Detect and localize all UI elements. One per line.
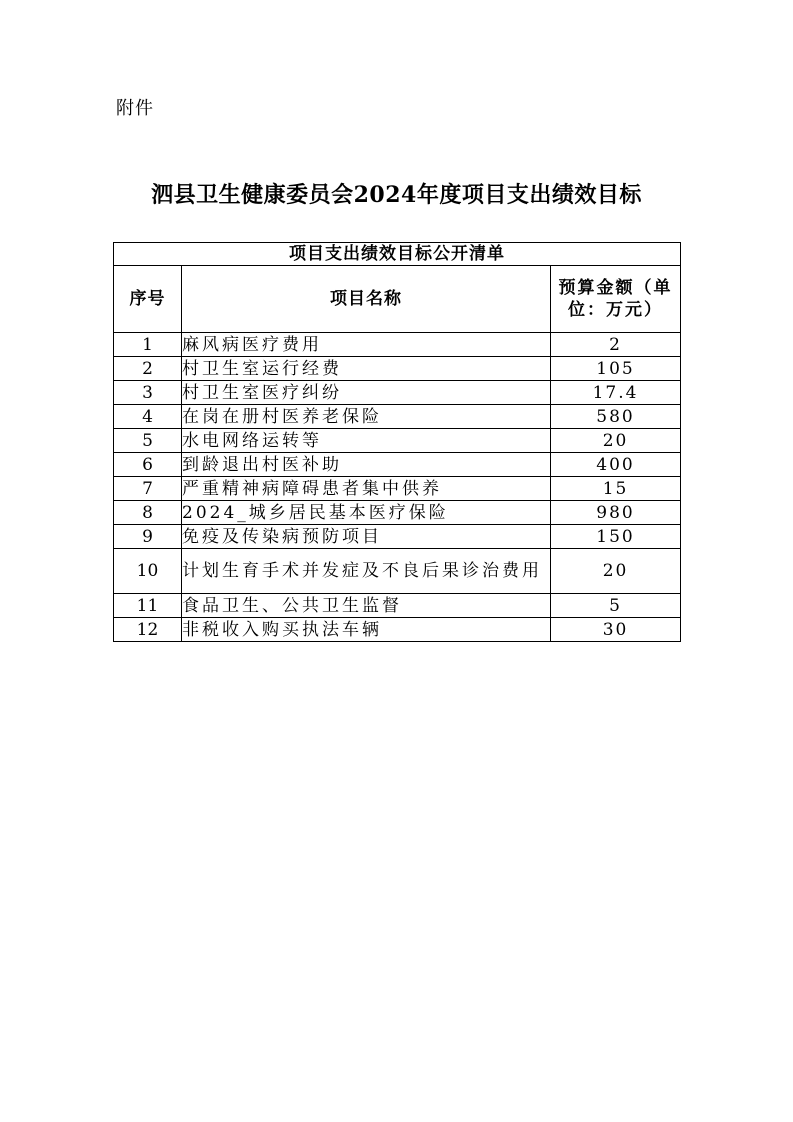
table-row (114, 594, 681, 618)
row-seq: 6 (114, 453, 182, 477)
table-row (114, 477, 681, 501)
table-row (114, 453, 681, 477)
table-header-row (114, 266, 681, 333)
row-seq: 5 (114, 429, 182, 453)
budget-table (113, 242, 681, 642)
row-project-name: 免疫及传染病预防项目 (182, 525, 551, 549)
row-project-name: 到龄退出村医补助 (182, 453, 551, 477)
row-amount: 5 (551, 594, 681, 618)
row-seq: 10 (114, 549, 182, 594)
row-project-name: 2024_城乡居民基本医疗保险 (182, 501, 551, 525)
row-project-name: 村卫生室医疗纠纷 (182, 381, 551, 405)
row-project-name: 严重精神病障碍患者集中供养 (182, 477, 551, 501)
row-project-name: 计划生育手术并发症及不良后果诊治费用 (182, 549, 551, 594)
row-amount: 15 (551, 477, 681, 501)
row-amount: 150 (551, 525, 681, 549)
table-row (114, 525, 681, 549)
row-seq: 8 (114, 501, 182, 525)
table-row (114, 618, 681, 642)
row-amount: 105 (551, 357, 681, 381)
header-name: 项目名称 (182, 266, 551, 333)
row-amount: 20 (551, 549, 681, 594)
row-seq: 4 (114, 405, 182, 429)
attachment-label: 附件 (116, 98, 154, 119)
row-amount: 2 (551, 333, 681, 357)
row-amount: 580 (551, 405, 681, 429)
row-amount: 30 (551, 618, 681, 642)
table-row (114, 429, 681, 453)
row-amount: 20 (551, 429, 681, 453)
table-row (114, 405, 681, 429)
table-body (114, 333, 681, 642)
row-project-name: 在岗在册村医养老保险 (182, 405, 551, 429)
row-project-name: 麻风病医疗费用 (182, 333, 551, 357)
row-seq: 9 (114, 525, 182, 549)
row-seq: 12 (114, 618, 182, 642)
row-amount: 400 (551, 453, 681, 477)
row-project-name: 食品卫生、公共卫生监督 (182, 594, 551, 618)
row-seq: 3 (114, 381, 182, 405)
table-row (114, 333, 681, 357)
table-row (114, 501, 681, 525)
row-seq: 2 (114, 357, 182, 381)
row-project-name: 非税收入购买执法车辆 (182, 618, 551, 642)
table-row (114, 381, 681, 405)
row-project-name: 村卫生室运行经费 (182, 357, 551, 381)
row-amount: 17.4 (551, 381, 681, 405)
row-seq: 11 (114, 594, 182, 618)
header-seq: 序号 (114, 266, 182, 333)
table-row (114, 357, 681, 381)
row-project-name: 水电网络运转等 (182, 429, 551, 453)
row-seq: 1 (114, 333, 182, 357)
row-seq: 7 (114, 477, 182, 501)
table-row (114, 549, 681, 594)
header-amount: 预算金额（单位：万元） (551, 266, 681, 333)
table-caption-row (114, 243, 681, 266)
row-amount: 980 (551, 501, 681, 525)
document-title: 泗县卫生健康委员会2024年度项目支出绩效目标 (151, 182, 642, 208)
table-caption: 项目支出绩效目标公开清单 (114, 243, 681, 266)
